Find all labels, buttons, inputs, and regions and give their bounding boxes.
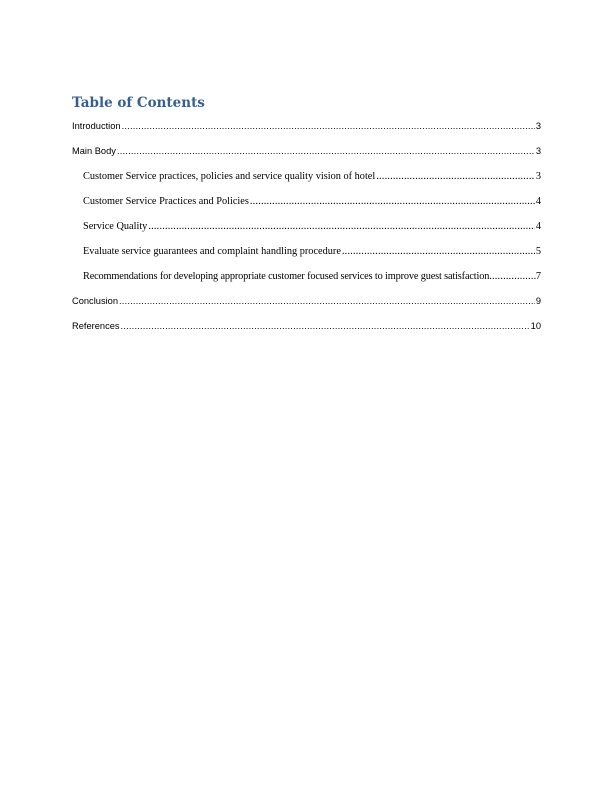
toc-title: Table of Contents [72, 95, 205, 111]
toc-entry-recommendations[interactable] [72, 271, 541, 296]
toc-leader-dots [117, 146, 535, 156]
toc-leader-dots [250, 196, 535, 207]
toc-entry-label: Service Quality [83, 221, 148, 232]
toc-leader-dots [376, 171, 535, 182]
toc-entry-page-number: 9 [535, 296, 541, 306]
toc-entry-introduction[interactable] [72, 121, 541, 146]
toc-entry-service-practices-vision[interactable] [72, 171, 541, 196]
toc-entry-page-number: 3 [535, 121, 541, 131]
toc-entry-page-number: 10 [530, 321, 541, 331]
toc-entry-practices-policies[interactable] [72, 196, 541, 221]
toc-list [72, 121, 541, 346]
toc-entry-label: Introduction [72, 121, 121, 131]
toc-entry-conclusion[interactable] [72, 296, 541, 321]
toc-entry-page-number: 7 [535, 271, 541, 282]
toc-leader-dots [119, 296, 535, 306]
toc-entry-label: Conclusion [72, 296, 118, 306]
toc-entry-page-number: 4 [535, 221, 541, 232]
toc-leader-dots [121, 321, 530, 331]
toc-entry-label: Evaluate service guarantees and complaint handling procedure [83, 246, 341, 257]
toc-entry-page-number: 3 [535, 146, 541, 156]
toc-entry-page-number: 4 [535, 196, 541, 207]
toc-entry-service-quality[interactable] [72, 221, 541, 246]
toc-entry-label: Customer Service Practices and Policies [83, 196, 249, 207]
toc-entry-label: Recommendations for developing appropriate customer focused services to improve guest satisfaction [83, 271, 490, 282]
toc-entry-main-body[interactable] [72, 146, 541, 171]
toc-entry-references[interactable] [72, 321, 541, 346]
toc-entry-page-number: 5 [535, 246, 541, 257]
toc-leader-dots [342, 246, 535, 257]
toc-entry-service-guarantees[interactable] [72, 246, 541, 271]
toc-entry-label: Customer Service practices, policies and service quality vision of hotel [83, 171, 376, 182]
toc-leader-dots [489, 271, 536, 282]
toc-entry-label: Main Body [72, 146, 116, 156]
toc-leader-dots [122, 121, 535, 131]
toc-entry-page-number: 3 [535, 171, 541, 182]
toc-entry-label: References [72, 321, 120, 331]
toc-leader-dots [148, 221, 535, 232]
